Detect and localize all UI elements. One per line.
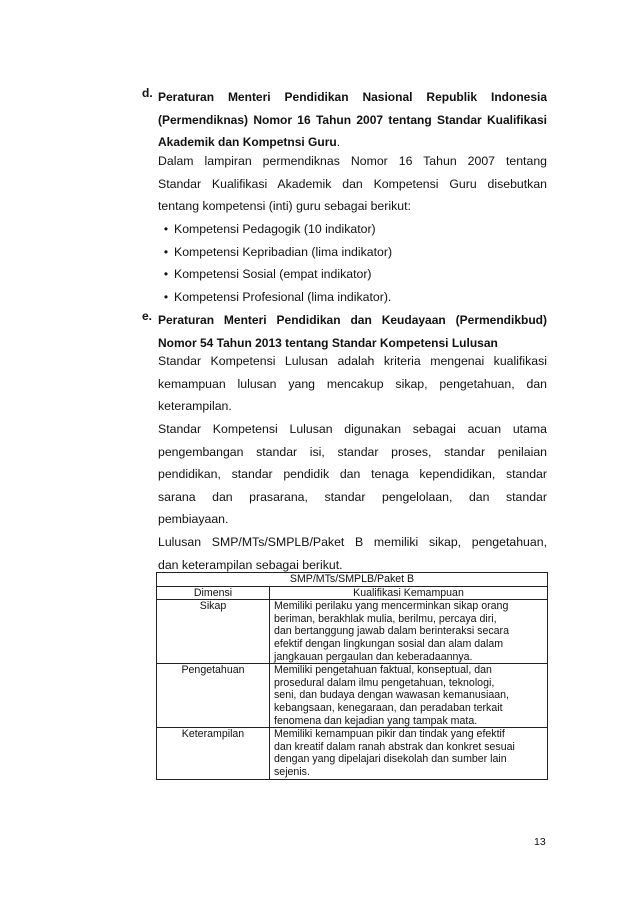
section-e-heading	[142, 309, 547, 354]
section-d-heading	[142, 86, 547, 154]
paragraph-line: kemampuan lulusan yang mencakup sikap, pengetahuan, dan	[158, 376, 547, 391]
cell-kualifikasi: Memiliki pengetahuan faktual, konseptual, dan prosedural dalam ilmu pengetahuan, teknologi, seni, dan budaya dengan wawasan kemanusiaan, kebangsaan, kenegaraan, dan peradaban terkait fenomena dan kejadian yang tampak mata.	[270, 664, 548, 728]
cell-dimensi: Pengetahuan	[157, 664, 270, 728]
paragraph-line: pembiayaan.	[158, 512, 229, 527]
paragraph-line: Dalam lampiran permendiknas Nomor 16 Tahun 2007 tentang	[158, 154, 547, 168]
header-dimensi: Dimensi	[157, 586, 270, 600]
competency-list	[158, 218, 547, 308]
paragraph-line: dan keterampilan sebagai berikut.	[158, 557, 343, 572]
page-number: 13	[534, 836, 546, 848]
paragraph-line: pengembangan standar isi, standar proses, standar penilaian	[158, 444, 547, 459]
section-d-title-line: Akademik dan Kompetnsi Guru.	[158, 135, 341, 150]
table-caption-row	[157, 573, 548, 587]
bullet-icon: •	[163, 289, 169, 304]
cell-kualifikasi: Memiliki kemampuan pikir dan tindak yang efektif dan kreatif dalam ranah abstrak dan konkret sesuai dengan yang dipelajari disekolah dan sumber lain sejenis.	[270, 728, 548, 779]
cell-dimensi: Keterampilan	[157, 728, 270, 779]
table-row	[157, 664, 548, 728]
paragraph-line: keterampilan.	[158, 399, 232, 414]
bullet-icon: •	[163, 267, 169, 282]
list-item: • Kompetensi Kepribadian (lima indikator)	[158, 241, 547, 264]
competency-table	[156, 572, 548, 780]
bullet-icon: •	[163, 222, 169, 236]
paragraph-line: sarana dan prasarana, standar pengelolaan, dan standar	[158, 489, 547, 504]
list-item: • Kompetensi Pedagogik (10 indikator)	[158, 218, 547, 241]
section-e-letter: e.	[142, 309, 153, 323]
table-caption: SMP/MTs/SMPLB/Paket B	[157, 573, 548, 587]
paragraph-line: tentang kompetensi (inti) guru sebagai berikut:	[158, 199, 411, 214]
section-d-letter: d.	[142, 86, 153, 100]
section-e-paragraph-1	[158, 350, 547, 418]
bullet-icon: •	[163, 244, 169, 259]
section-e-paragraph-2	[158, 418, 547, 531]
section-e-paragraph-3	[158, 531, 547, 576]
paragraph-line: Standar Kompetensi Lulusan adalah kriteria mengenai kualifikasi	[158, 354, 547, 368]
table-row	[157, 728, 548, 779]
cell-kualifikasi: Memiliki perilaku yang mencerminkan sikap orang beriman, berakhlak mulia, berilmu, percaya diri, dan bertanggung jawab dalam berinteraksi secara efektif dengan lingkungan sosial dan alam dalam jangkauan pergaulan dan keberadaannya.	[270, 600, 548, 664]
section-e-title-line: Nomor 54 Tahun 2013 tentang Standar Kompetensi Lulusan	[158, 335, 498, 350]
paragraph-line: Standar Kualifikasi Akademik dan Kompetensi Guru disebutkan	[158, 176, 547, 191]
table-row	[157, 600, 548, 664]
paragraph-line: Lulusan SMP/MTs/SMPLB/Paket B memiliki sikap, pengetahuan,	[158, 535, 547, 549]
paragraph-line: pendidikan, standar pendidik dan tenaga kependidikan, standar	[158, 467, 547, 482]
section-d-title	[158, 86, 547, 154]
section-d-title-line: Peraturan Menteri Pendidikan Nasional Republik Indonesia	[158, 90, 547, 104]
section-e-title	[158, 309, 547, 354]
table-header-row	[157, 586, 548, 600]
header-kualifikasi: Kualifikasi Kemampuan	[270, 586, 548, 600]
paragraph-line: Standar Kompetensi Lulusan digunakan sebagai acuan utama	[158, 422, 547, 436]
cell-dimensi: Sikap	[157, 600, 270, 664]
list-item: • Kompetensi Sosial (empat indikator)	[158, 263, 547, 286]
section-d-paragraph	[158, 150, 547, 218]
section-e-title-line: Peraturan Menteri Pendidikan dan Keudayaan (Permendikbud)	[158, 313, 547, 327]
list-item: • Kompetensi Profesional (lima indikator).	[158, 286, 547, 309]
section-d-title-line: (Permendiknas) Nomor 16 Tahun 2007 tentang Standar Kualifikasi	[158, 112, 547, 127]
